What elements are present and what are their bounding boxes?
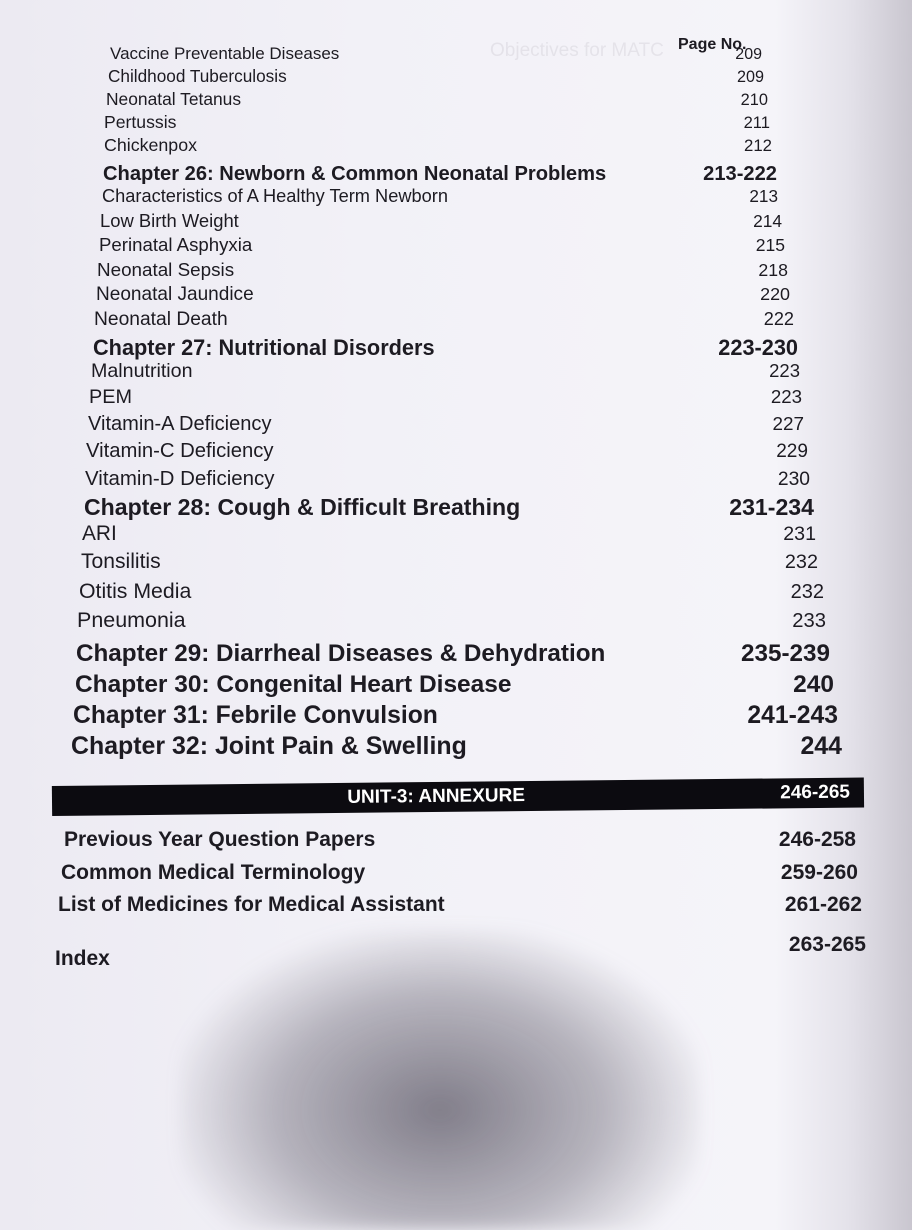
topic-entry xyxy=(91,360,800,383)
entry-title: Neonatal Tetanus xyxy=(106,89,242,109)
entry-page: 223 xyxy=(769,360,800,381)
entry-title: Chapter 29: Diarrheal Diseases & Dehydration xyxy=(76,640,606,667)
topic-entry xyxy=(96,284,790,306)
entry-page: 213 xyxy=(749,186,778,206)
entry-page: 230 xyxy=(777,469,810,490)
entry-page: 209 xyxy=(736,68,764,86)
entry-page: 209 xyxy=(735,46,762,63)
unit-heading-bar xyxy=(52,777,864,816)
entry-page: 263-265 xyxy=(788,933,866,956)
chapter-entry xyxy=(71,732,842,761)
entry-title: Previous Year Question Papers xyxy=(64,828,376,851)
entry-title: Otitis Media xyxy=(79,579,192,603)
entry-page: 241-243 xyxy=(747,702,838,729)
entry-page: 232 xyxy=(790,581,824,603)
entry-page: 235-239 xyxy=(741,640,830,667)
entry-title: Childhood Tuberculosis xyxy=(108,66,287,86)
chapter-entry xyxy=(76,640,830,668)
entry-page: 246-258 xyxy=(778,828,856,851)
entry-page: 259-260 xyxy=(780,861,858,884)
topic-entry xyxy=(108,66,764,87)
chapter-entry xyxy=(93,335,798,361)
entry-page: 213-222 xyxy=(703,163,777,185)
topic-entry xyxy=(89,386,802,409)
annexure-entry xyxy=(58,893,862,917)
entry-page: 232 xyxy=(784,551,818,573)
topic-entry xyxy=(99,234,785,256)
entry-title: Pneumonia xyxy=(77,608,186,632)
entry-page: 244 xyxy=(800,732,842,760)
topic-entry xyxy=(88,413,804,436)
entry-page: 220 xyxy=(760,284,790,304)
entry-page: 210 xyxy=(740,91,768,109)
chapter-entry xyxy=(103,163,777,186)
entry-title: Low Birth Weight xyxy=(100,210,239,231)
entry-page: 233 xyxy=(792,610,826,632)
entry-title: Vaccine Preventable Diseases xyxy=(110,44,340,63)
entry-page: 229 xyxy=(776,441,808,462)
topic-entry xyxy=(106,89,768,110)
topic-entry xyxy=(81,550,818,574)
topic-entry xyxy=(104,112,770,133)
unit-page-range: 246-265 xyxy=(780,781,851,804)
entry-page: 223 xyxy=(770,386,802,407)
chapter-entry xyxy=(75,671,834,699)
topic-entry xyxy=(79,579,824,604)
entry-page: 214 xyxy=(753,211,782,231)
page-no-header: Page No. xyxy=(678,36,747,53)
entry-title: Index xyxy=(55,947,110,970)
entry-title: Neonatal Sepsis xyxy=(97,259,235,280)
entry-page: 227 xyxy=(772,413,804,434)
entry-title: Chapter 30: Congenital Heart Disease xyxy=(75,671,512,698)
entry-title: Chapter 31: Febrile Convulsion xyxy=(73,702,438,729)
entry-title: ARI xyxy=(82,522,117,545)
entry-title: Neonatal Jaundice xyxy=(96,284,254,305)
entry-page: 215 xyxy=(755,235,785,255)
entry-title: Malnutrition xyxy=(91,360,193,382)
entry-page: 211 xyxy=(743,113,770,132)
entry-title: Perinatal Asphyxia xyxy=(99,234,253,255)
topic-entry xyxy=(94,309,794,331)
topic-entry xyxy=(77,608,826,633)
entry-title: Characteristics of A Healthy Term Newborn xyxy=(102,186,448,206)
topic-entry xyxy=(97,259,788,281)
topic-entry xyxy=(100,210,782,232)
entry-title: List of Medicines for Medical Assistant xyxy=(58,893,445,916)
entry-title: Neonatal Death xyxy=(94,309,228,330)
entry-page: 231-234 xyxy=(729,494,814,520)
entry-title: Vitamin-D Deficiency xyxy=(85,467,275,490)
entry-title: Chapter 28: Cough & Difficult Breathing xyxy=(84,494,521,520)
entry-title: Chapter 27: Nutritional Disorders xyxy=(93,335,435,360)
entry-title: Chickenpox xyxy=(104,135,197,155)
entry-page: 223-230 xyxy=(718,335,798,360)
entry-page: 218 xyxy=(758,260,788,280)
topic-entry xyxy=(85,467,810,491)
annexure-entry xyxy=(61,861,858,885)
entry-title: Vitamin-A Deficiency xyxy=(88,413,272,435)
entry-page: 222 xyxy=(763,309,794,329)
hand-shadow xyxy=(180,930,700,1230)
unit-title: UNIT-3: ANNEXURE xyxy=(347,785,526,808)
entry-page: 261-262 xyxy=(784,893,862,916)
entry-title: Tonsilitis xyxy=(81,550,161,573)
entry-title: PEM xyxy=(89,386,133,408)
annexure-entry xyxy=(55,933,866,971)
bleed-through-text: Objectives for MATC xyxy=(490,40,664,61)
entry-page: 240 xyxy=(793,671,834,698)
entry-title: Vitamin-C Deficiency xyxy=(86,440,274,462)
entry-title: Chapter 26: Newborn & Common Neonatal Problems xyxy=(103,163,607,185)
topic-entry xyxy=(104,135,772,156)
topic-entry xyxy=(102,186,778,207)
chapter-entry xyxy=(73,702,838,730)
entry-page: 231 xyxy=(783,523,816,545)
topic-entry xyxy=(82,522,816,546)
chapter-entry xyxy=(84,494,814,521)
topic-entry xyxy=(110,44,762,64)
topic-entry xyxy=(86,440,808,463)
entry-title: Common Medical Terminology xyxy=(61,861,366,884)
entry-page: 212 xyxy=(744,136,772,155)
entry-title: Chapter 32: Joint Pain & Swelling xyxy=(71,732,467,760)
annexure-entry xyxy=(64,828,856,852)
entry-title: Pertussis xyxy=(104,112,177,132)
